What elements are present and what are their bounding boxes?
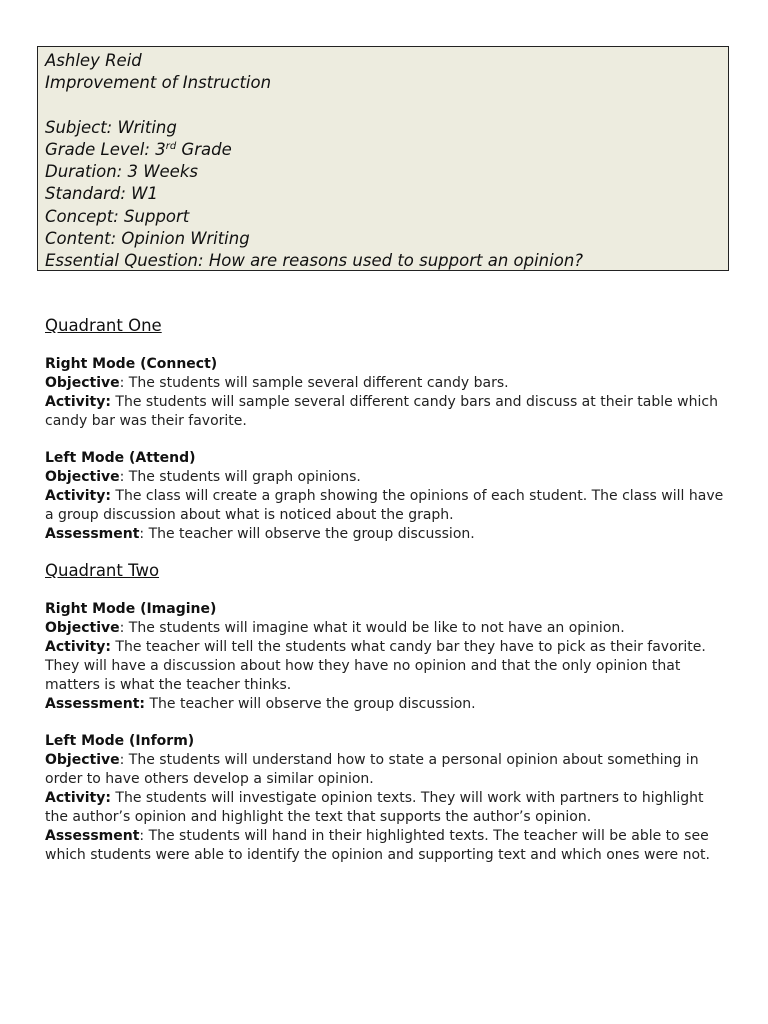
grade-level-line — [45, 139, 728, 161]
subject-line: Subject: Writing — [45, 117, 177, 137]
author-name: Ashley Reid — [45, 51, 142, 70]
essential-question-line: Essential Question: How are reasons used to support an opinion? — [45, 251, 584, 271]
assessment-label: Assessment — [45, 828, 140, 844]
quadrant-one-heading: Quadrant One — [45, 316, 162, 335]
activity-label: Activity: — [45, 639, 111, 655]
quadrant-two-section — [45, 560, 725, 865]
activity-text: The students will sample several different candy bars and discuss at their table which candy bar was their favorite. — [45, 394, 718, 429]
header-spacer — [45, 95, 728, 117]
assessment-label: Assessment — [45, 526, 140, 542]
q1-right-mode-block — [45, 355, 725, 431]
activity-text: The teacher will tell the students what candy bar they have to pick as their favorite. They will have a discussion about how they have no opinion and that the only opinion that matters is what the teacher thinks. — [45, 639, 706, 693]
q1-left-objective — [45, 468, 725, 487]
q1-right-mode-heading: Right Mode (Connect) — [45, 356, 218, 372]
q2-left-assessment — [45, 827, 725, 865]
activity-label: Activity: — [45, 488, 111, 504]
assessment-text: : The teacher will observe the group discussion. — [139, 526, 475, 542]
objective-label: Objective — [45, 469, 120, 485]
q2-right-objective — [45, 619, 725, 638]
q1-left-mode-block — [45, 449, 725, 544]
content-line: Content: Opinion Writing — [45, 229, 250, 249]
quadrant-one-section — [45, 315, 725, 544]
assessment-text: The teacher will observe the group discussion. — [145, 696, 476, 712]
objective-text: : The students will imagine what it would be like to not have an opinion. — [119, 620, 625, 636]
lesson-header-box — [37, 46, 729, 271]
q1-left-activity — [45, 487, 725, 525]
course-title: Improvement of Instruction — [45, 73, 272, 93]
q1-right-objective — [45, 374, 725, 393]
q1-left-assessment — [45, 525, 725, 544]
concept-line: Concept: Support — [45, 206, 190, 226]
q2-right-assessment — [45, 695, 725, 714]
q1-right-activity — [45, 393, 725, 431]
grade-level-suffix: Grade — [176, 139, 232, 159]
q2-left-objective — [45, 751, 725, 789]
objective-label: Objective — [45, 752, 120, 768]
grade-level-ordinal: rd — [165, 140, 177, 152]
objective-text: : The students will sample several different candy bars. — [119, 375, 509, 391]
objective-label: Objective — [45, 375, 120, 391]
q2-right-mode-heading: Right Mode (Imagine) — [45, 601, 217, 617]
objective-text: : The students will understand how to state a personal opinion about something in order to have others develop a similar opinion. — [45, 752, 699, 787]
duration-line: Duration: 3 Weeks — [45, 162, 198, 182]
q2-right-mode-block — [45, 600, 725, 714]
quadrant-two-heading: Quadrant Two — [45, 561, 160, 580]
q2-left-activity — [45, 789, 725, 827]
q2-right-activity — [45, 638, 725, 695]
assessment-label: Assessment: — [45, 696, 146, 712]
lesson-body — [45, 315, 725, 865]
assessment-text: : The students will hand in their highlighted texts. The teacher will be able to see which students were able to identify the opinion and supporting text and which ones were not. — [45, 828, 710, 863]
q1-left-mode-heading: Left Mode (Attend) — [45, 450, 196, 466]
q2-left-mode-heading: Left Mode (Inform) — [45, 733, 195, 749]
standard-line: Standard: W1 — [45, 184, 158, 204]
grade-level-prefix: Grade Level: 3 — [45, 139, 166, 159]
activity-label: Activity: — [45, 790, 111, 806]
objective-text: : The students will graph opinions. — [119, 469, 361, 485]
objective-label: Objective — [45, 620, 120, 636]
q2-left-mode-block — [45, 732, 725, 865]
activity-text: The class will create a graph showing the opinions of each student. The class will have a group discussion about what is noticed about the graph. — [45, 488, 724, 523]
activity-label: Activity: — [45, 394, 111, 410]
activity-text: The students will investigate opinion texts. They will work with partners to highlight the author’s opinion and highlight the text that supports the author’s opinion. — [45, 790, 704, 825]
